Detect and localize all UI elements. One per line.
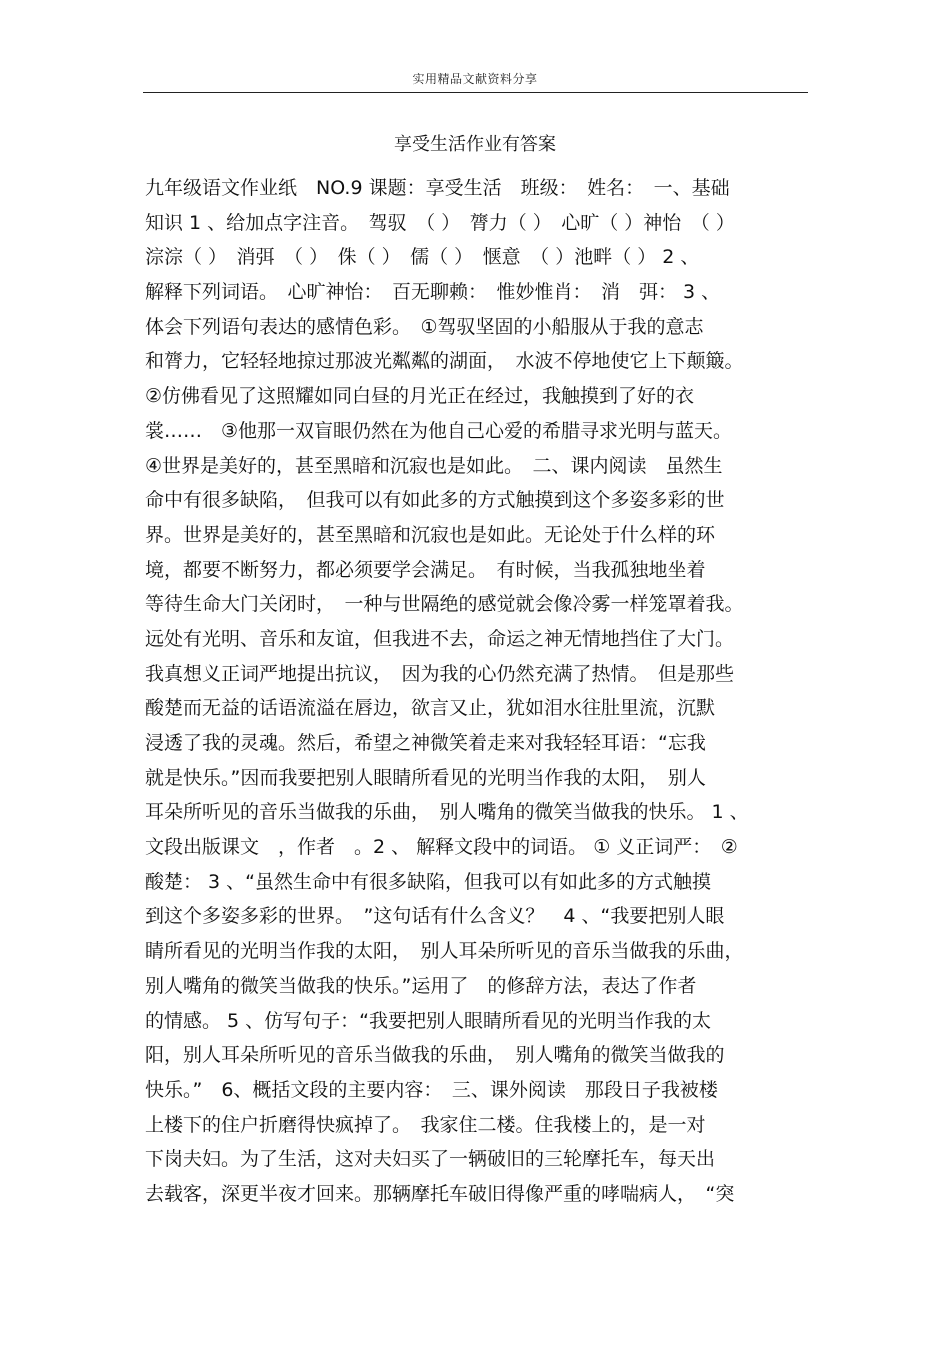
text-line: 境，都要不断努力，都必须要学会满足。 有时候，当我孤独地坐着: [145, 558, 706, 581]
text-line: 酸楚而无益的话语流溢在唇边，欲言又止，犹如泪水往肚里流，沉默: [145, 697, 716, 720]
text-line: 睛所看见的光明当作我的太阳， 别人耳朵所听见的音乐当做我的乐曲，: [145, 940, 744, 963]
text-line: 命中有很多缺陷， 但我可以有如此多的方式触摸到这个多姿多彩的世: [145, 489, 725, 512]
text-line: 远处有光明、音乐和友谊，但我进不去，命运之神无情地挡住了大门。: [145, 627, 735, 650]
text-line: 浸透了我的灵魂。然后，希望之神微笑着走来对我轻轻耳语：“忘我: [145, 732, 706, 754]
text-line: 文段出版课文 ，作者 。2 、 解释文段中的词语。 ① 义正词严： ②: [145, 836, 738, 859]
text-line: 阳，别人耳朵所听见的音乐当做我的乐曲， 别人嘴角的微笑当做我的: [145, 1044, 725, 1067]
header-divider: [143, 92, 808, 93]
document-title: 享受生活作业有答案: [394, 134, 556, 155]
text-line: 我真想义正词严地提出抗议， 因为我的心仍然充满了热情。 但是那些: [145, 662, 735, 685]
text-line: 等待生命大门关闭时， 一种与世隔绝的感觉就会像冷雾一样笼罩着我。: [145, 593, 744, 616]
text-line: 快乐。” 6、概括文段的主要内容： 三、课外阅读 那段日子我被楼: [145, 1078, 718, 1101]
text-line: 体会下列语句表达的感情色彩。 ①驾驭坚固的小船服从于我的意志: [145, 315, 704, 338]
text-line: 别人嘴角的微笑当做我的快乐。”运用了 的修辞方法，表达了作者: [145, 974, 697, 997]
text-line: 和膂力，它轻轻地掠过那波光粼粼的湖面， 水波不停地使它上下颠簸。: [145, 350, 744, 373]
text-line: 酸楚： 3 、“虽然生命中有很多缺陷，但我可以有如此多的方式触摸: [145, 870, 712, 893]
text-line: 上楼下的住户折磨得快疯掉了。 我家住二楼。住我楼上的，是一对: [145, 1113, 706, 1136]
text-line: 就是快乐。”因而我要把别人眼睛所看见的光明当作我的太阳， 别人: [145, 766, 706, 789]
text-line: ②仿佛看见了这照耀如同白昼的月光正在经过，我触摸到了好的衣: [145, 385, 695, 408]
text-line: 裳…… ③他那一双盲眼仍然在为他自己心爱的希腊寻求光明与蓝天。: [145, 419, 733, 442]
text-line: 下岗夫妇。为了生活，这对夫妇买了一辆破旧的三轮摩托车，每天出: [145, 1148, 716, 1171]
text-line: 解释下列词语。 心旷神怡： 百无聊赖： 惟妙惟肖： 消 弭： 3 、: [145, 281, 721, 304]
document-body: [145, 171, 810, 1212]
text-line: 界。世界是美好的，甚至黑暗和沉寂也是如此。无论处于什么样的环: [145, 523, 716, 546]
text-line: 淙淙（ ） 消弭 （ ） 侏（ ） 儒（ ） 惬意 （ ）池畔（ ） 2 、: [145, 246, 700, 269]
text-line: 的情感。 5 、仿写句子：“我要把别人眼睛所看见的光明当作我的太: [145, 1009, 712, 1032]
text-line: 去载客，深更半夜才回来。那辆摩托车破旧得像严重的哮喘病人， “突: [145, 1182, 735, 1205]
text-line: ④世界是美好的，甚至黑暗和沉寂也是如此。 二、课内阅读 虽然生: [145, 454, 723, 477]
text-line: 九年级语文作业纸 NO.9 课题：享受生活 班级： 姓名： 一、基础: [145, 177, 730, 199]
text-line: 到这个多姿多彩的世界。 ”这句话有什么含义？ 4 、“我要把别人眼: [145, 905, 725, 928]
text-line: 知识 1 、给加点字注音。 驾驭 （ ） 膂力（ ） 心旷（ ）神怡 （ ）: [145, 211, 735, 234]
text-line: 耳朵所听见的音乐当做我的乐曲， 别人嘴角的微笑当做我的快乐。 1 、: [145, 801, 749, 824]
page-header: 实用精品文献资料分享: [412, 72, 538, 86]
